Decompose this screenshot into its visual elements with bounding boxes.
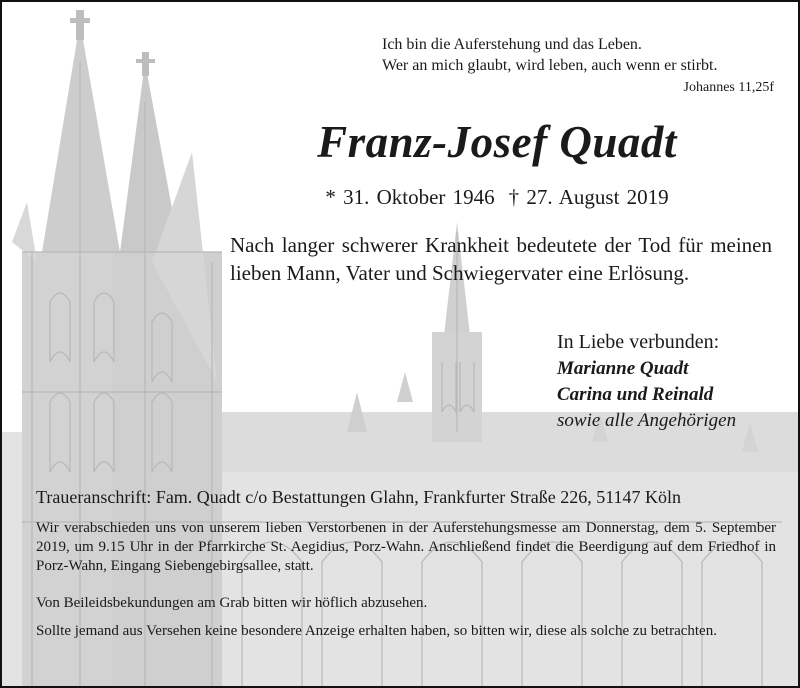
life-dates — [202, 185, 792, 210]
notice-note: Sollte jemand aus Versehen keine besondere Anzeige erhalten haben, so bitten wir, diese als solche zu betrachten. — [36, 623, 717, 639]
signature-name: Carina und Reinald — [557, 384, 714, 405]
deceased-name: Franz-Josef Quadt — [317, 117, 677, 167]
condolence-note: Von Beileidsbekundungen am Grab bitten wir höflich abzusehen. — [36, 595, 428, 611]
quote-line-1: Ich bin die Auferstehung und das Leben. — [382, 36, 642, 53]
bible-quote — [382, 34, 772, 76]
death-date: † 27. August 2019 — [508, 185, 669, 209]
signature-others: sowie alle Angehörigen — [557, 410, 737, 431]
service-details: Wir verabschieden uns von unserem lieben Verstorbenen in der Auferstehungsmesse am Donnerstag, dem 5. September 2019, um 9.15 Uhr in der Pfarrkirche St. Aegidius, Porz-Wahn. Anschließend findet die Beerdigung auf dem Friedhof in Porz-Wahn, Eingang Siebengebirgsallee, statt. — [36, 520, 776, 574]
quote-reference: Johannes 11,25f — [683, 80, 774, 95]
mourning-address: Traueranschrift: Fam. Quadt c/o Bestattungen Glahn, Frankfurter Straße 226, 51147 Köln — [36, 487, 682, 507]
obituary-message: Nach langer schwerer Krankheit bedeutete der Tod für meinen lieben Mann, Vater und Schwiegervater eine Erlösung. — [230, 233, 772, 285]
signature-name: Marianne Quadt — [557, 358, 689, 379]
quote-line-2: Wer an mich glaubt, wird leben, auch wenn er stirbt. — [382, 57, 718, 74]
signature-intro: In Liebe verbunden: — [557, 331, 720, 353]
signature-block — [557, 328, 787, 434]
birth-date: * 31. Oktober 1946 — [325, 185, 495, 209]
